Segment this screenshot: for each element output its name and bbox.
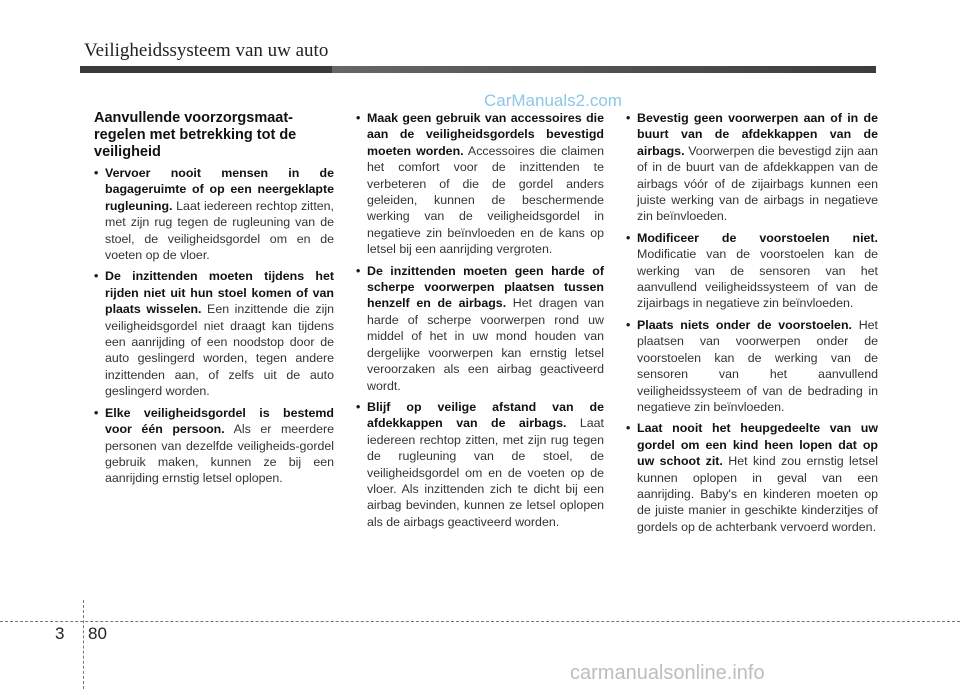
item-emphasis: Vervoer nooit mensen in de bagageruimte of op een neergeklapte rugleuning. xyxy=(105,166,334,213)
item-text: Voorwerpen die bevestigd zijn aan of in de buurt van de afdekkappen van de airbags vóór of de zijairbags kunnen een juiste werking van de airbags in negatieve zin beïnvloeden. xyxy=(637,143,878,224)
item-text: Het plaatsen van voorwerpen onder de voorstoelen kan de werking van de sensoren van het aanvullend veiligheidssysteem of van de bedrading in negatieve zin beïnvloeden. xyxy=(637,317,878,414)
bullet-icon: • xyxy=(356,399,361,414)
item-text: Modificatie van de voorstoelen kan de werking van de sensoren van het aanvullend veiligheidssysteem of van de zijairbags in negatieve zin beïnvloeden. xyxy=(637,247,878,311)
bullet-list xyxy=(356,110,604,530)
column-1 xyxy=(94,110,334,492)
list-item xyxy=(356,263,604,394)
item-text: Accessoires die claimen het comfort voor de inzittenden te verbeteren of die de gordel anders geleiden, kunnen de beschermende werking van de veiligheidsgordel in negatieve zin beïnvloeden en de kans op letsel bij een aanrijding vergroten. xyxy=(367,143,604,257)
bullet-list xyxy=(94,165,334,487)
bullet-icon: • xyxy=(626,111,631,125)
column-2 xyxy=(356,110,604,535)
list-item xyxy=(626,110,878,225)
list-item xyxy=(356,110,604,258)
item-text: Het kind zou ernstig letsel kunnen oplopen in geval van een aanrijding. Baby's en kinderen moeten op de juiste manier in geschikte kinderzitjes of gordels op de achterbank vervoerd worden. xyxy=(637,454,878,534)
list-item xyxy=(94,268,334,399)
item-emphasis: Laat nooit het heupgedeelte van uw gordel om een kind heen lopen dat op uw schoot zit. xyxy=(637,421,878,469)
list-item xyxy=(626,317,878,415)
footer-rule xyxy=(0,621,960,622)
item-emphasis: Modificeer de voorstoelen niet. xyxy=(637,230,878,245)
running-header: Veiligheidssysteem van uw auto xyxy=(84,40,329,61)
header-rule-accent xyxy=(80,66,332,73)
footer-divider xyxy=(83,600,84,689)
item-emphasis: Plaats niets onder de voorstoelen. xyxy=(637,317,852,332)
bullet-icon: • xyxy=(94,166,99,180)
bullet-icon: • xyxy=(626,230,631,245)
item-emphasis: Elke veiligheidsgordel is bestemd voor één persoon. xyxy=(105,405,334,437)
list-item xyxy=(626,230,878,312)
list-item xyxy=(94,165,334,263)
item-text: Laat iedereen rechtop zitten, met zijn rug tegen de rugleuning van de stoel, de veiligheidsgordel om en de voeten op de vloer. xyxy=(105,198,334,263)
item-emphasis: Blijf op veilige afstand van de afdekkappen van de airbags. xyxy=(367,399,604,431)
page-number: 80 xyxy=(88,624,107,643)
item-emphasis: Bevestig geen voorwerpen aan of in de buurt van de afdekkappen van de airbags. xyxy=(637,111,878,158)
item-text: Laat iedereen rechtop zitten, met zijn rug tegen de rugleuning van de stoel, de veiligheidsgordel om en de voeten op de vloer. Als inzittenden zich te dicht bij een airbag bevinden, kunnen ze letsel oplopen als de airbags geactiveerd worden. xyxy=(367,416,605,529)
bullet-icon: • xyxy=(94,405,99,420)
bullet-icon: • xyxy=(356,263,361,278)
bullet-icon: • xyxy=(626,421,631,436)
watermark-bottom[interactable]: carmanualsonline.info xyxy=(570,662,765,684)
section-heading: Aanvullende voorzorgsmaat- regelen met betrekking tot de veiligheid xyxy=(94,110,297,160)
list-item xyxy=(356,399,604,530)
column-3 xyxy=(626,110,878,540)
bullet-icon: • xyxy=(94,269,99,284)
item-emphasis: De inzittenden moeten geen harde of scherpe voorwerpen plaatsen tussen henzelf en de airbags. xyxy=(367,263,604,311)
watermark-top[interactable]: CarManuals2.com xyxy=(484,91,622,110)
item-text: Het dragen van harde of scherpe voorwerpen rond uw middel of het in uw mond houden van dergelijke voorwerpen kan ernstig letsel veroorzaken als een airbag geactiveerd wordt. xyxy=(367,296,604,393)
bullet-icon: • xyxy=(356,111,361,125)
item-emphasis: Maak geen gebruik van accessoires die aan de veiligheidsgordels bevestigd moeten worden. xyxy=(367,111,604,158)
list-item xyxy=(626,420,878,535)
item-text: Een inzittende die zijn veiligheidsgordel niet draagt kan tijdens een aanrijding of een noodstop door de auto geslingerd worden, tegen andere inzittenden aan, of zelfs uit de auto geslingerd worden. xyxy=(105,302,334,399)
list-item xyxy=(94,405,334,487)
item-text: Als er meerdere personen van dezelfde veiligheids-gordel gebruik maken, kunnen ze bij een aanrijding ernstig letsel oplopen. xyxy=(105,422,334,486)
item-emphasis: De inzittenden moeten tijdens het rijden niet uit hun stoel komen of van plaats wisselen. xyxy=(105,269,334,317)
chapter-number: 3 xyxy=(55,624,65,643)
bullet-icon: • xyxy=(626,317,631,332)
bullet-list xyxy=(626,110,878,535)
